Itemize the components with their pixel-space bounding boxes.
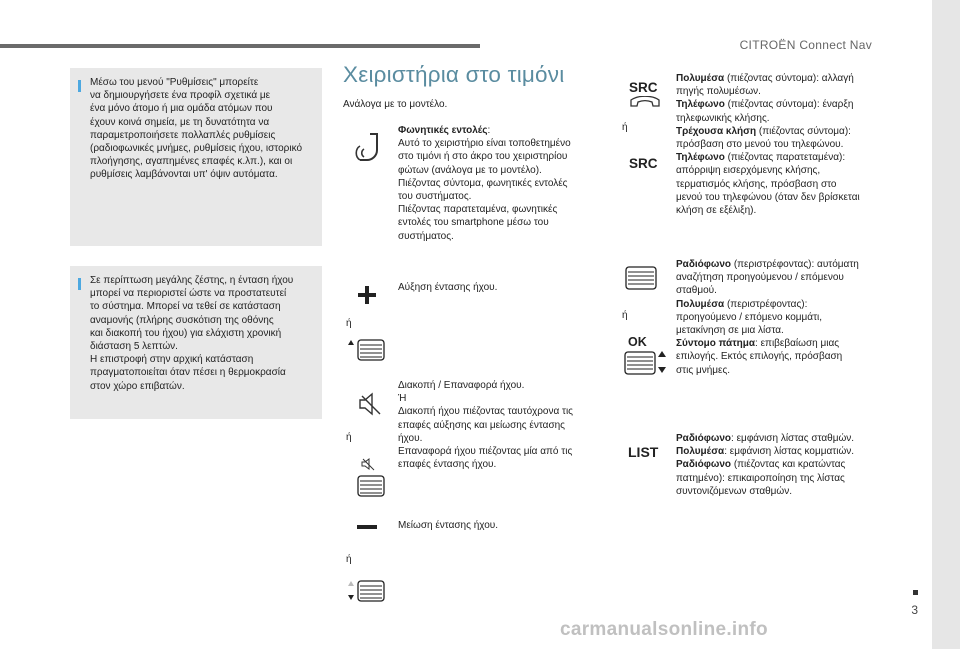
note-text: Σε περίπτωση μεγάλης ζέστης, η ένταση ήχου μπορεί να περιοριστεί ώστε να προστατευτεί το σύστημα. Μπορεί να τεθεί σε κατάσταση αναμονής (πλήρης συσκότιση της οθόνης και διακοπή του ήχου) για ελάχιστη χρονική διάσταση 5 λεπτών. Η επιστροφή στην αρχική κατάσταση πραγματοποιείται όταν πέσει η θερμοκρασία στον χώρο επιβατών. xyxy=(90,275,294,392)
header-rule xyxy=(0,44,480,48)
src-button-label-alt: SRC xyxy=(629,156,658,171)
footer-marker xyxy=(913,590,918,595)
voice-command-description: Φωνητικές εντολές: Αυτό το χειριστήριο είναι τοποθετημένο στο τιμόνι ή στο άκρο του χειριστηρίου φώτων (ανάλογα με το μοντέλο). Πιέζοντας σύντομα, φωνητικές εντολές του συστήματος. Πιέζοντας παρατεταμένα, φωνητικές εντολές του smartphone μέσω του συστήματος. xyxy=(398,125,571,242)
ok-button-label: OK xyxy=(628,335,647,349)
mute-small-icon xyxy=(360,456,376,472)
page-number: 3 xyxy=(911,603,918,617)
page-edge-band xyxy=(932,0,960,649)
info-note-heat xyxy=(70,266,322,419)
or-label: ή xyxy=(622,122,628,133)
voice-command-icon xyxy=(350,130,384,164)
ok-wheel-icon xyxy=(624,350,668,376)
thumbwheel-down-icon xyxy=(346,578,388,604)
mute-description: Διακοπή / Επαναφορά ήχου. Ή Διακοπή ήχου πιέζοντας ταυτόχρονα τις επαφές αύξησης και μείωσης έντασης ήχου. Επαναφορά ήχου πιέζοντας μία από τις επαφές έντασης ήχου. xyxy=(398,380,573,471)
plus-icon xyxy=(356,284,378,306)
phone-hangup-icon xyxy=(628,96,662,110)
or-label: ή xyxy=(346,318,352,329)
thumbwheel-icon xyxy=(356,474,386,498)
note-marker xyxy=(78,80,81,92)
header-brand: CITROËN Connect Nav xyxy=(739,38,872,52)
info-note-profiles xyxy=(70,68,322,246)
note-text: Μέσω του μενού "Ρυθμίσεις" μπορείτε να δημιουργήσετε ένα προφίλ σχετικά με ένα μόνο άτομο ή μια ομάδα ατόμων που έχουν κοινά σημεία, με τη δυνατότητα να παραμετροποιήσετε πολλαπλές ρυθμίσεις (ραδιοφωνικές μνήμες, ρυθμίσεις ήχου, ιστορικό πλοήγησης, αγαπημένες επαφές κ.λπ.), και οι ρυθμίσεις λαμβάνονται υπ' όψιν αυτόματα. xyxy=(90,77,303,181)
minus-icon xyxy=(356,522,378,532)
volume-down-description: Μείωση έντασης ήχου. xyxy=(398,520,499,531)
src-description: Πολυμέσα (πιέζοντας σύντομα): αλλαγή πηγής πολυμέσων. Τηλέφωνο (πιέζοντας σύντομα): έναρξη τηλεφωνικής κλήσης. Τρέχουσα κλήση (πιέζοντας σύντομα): πρόσβαση στο μενού του τηλεφώνου. Τηλέφωνο (πιέζοντας παρατεταμένα): απόρριψη εισερχόμενης κλήσης, τερματισμός κλήσης, πρόσβαση στο μενού του τηλεφώνου (όταν δεν βρίσκεται κλήση σε εξέλιξη). xyxy=(676,73,860,217)
or-label: ή xyxy=(346,432,352,443)
or-label: ή xyxy=(346,554,352,565)
list-description: Ραδιόφωνο: εμφάνιση λίστας σταθμών. Πολυμέσα: εμφάνιση λίστας κομματιών. Ραδιόφωνο (πιέζοντας και κρατώντας πατημένο): επικαιροποίηση της λίστας συντονιζόμενων σταθμών. xyxy=(676,433,855,497)
or-label: ή xyxy=(622,310,628,321)
volume-up-description: Αύξηση έντασης ήχου. xyxy=(398,282,498,293)
rotary-wheel-icon xyxy=(624,265,658,291)
watermark: carmanualsonline.info xyxy=(560,619,768,640)
src-button-label: SRC xyxy=(629,80,658,95)
wheel-description: Ραδιόφωνο (περιστρέφοντας): αυτόματη αναζήτηση προηγούμενου / επόμενου σταθμού. Πολυμέσα (περιστρέφοντας): προηγούμενο / επόμενο κομμάτι, μετακίνηση σε μια λίστα. Σύντομο πάτημα: επιβεβαίωση μιας επιλογής. Εκτός επιλογής, πρόσβαση στις μνήμες. xyxy=(676,259,859,376)
note-marker xyxy=(78,278,81,290)
mute-icon xyxy=(356,390,384,418)
thumbwheel-up-icon xyxy=(348,338,386,362)
list-button-label: LIST xyxy=(628,444,659,460)
section-title: Χειριστήρια στο τιμόνι xyxy=(343,62,565,87)
section-subtitle: Ανάλογα με το μοντέλο. xyxy=(343,99,448,110)
